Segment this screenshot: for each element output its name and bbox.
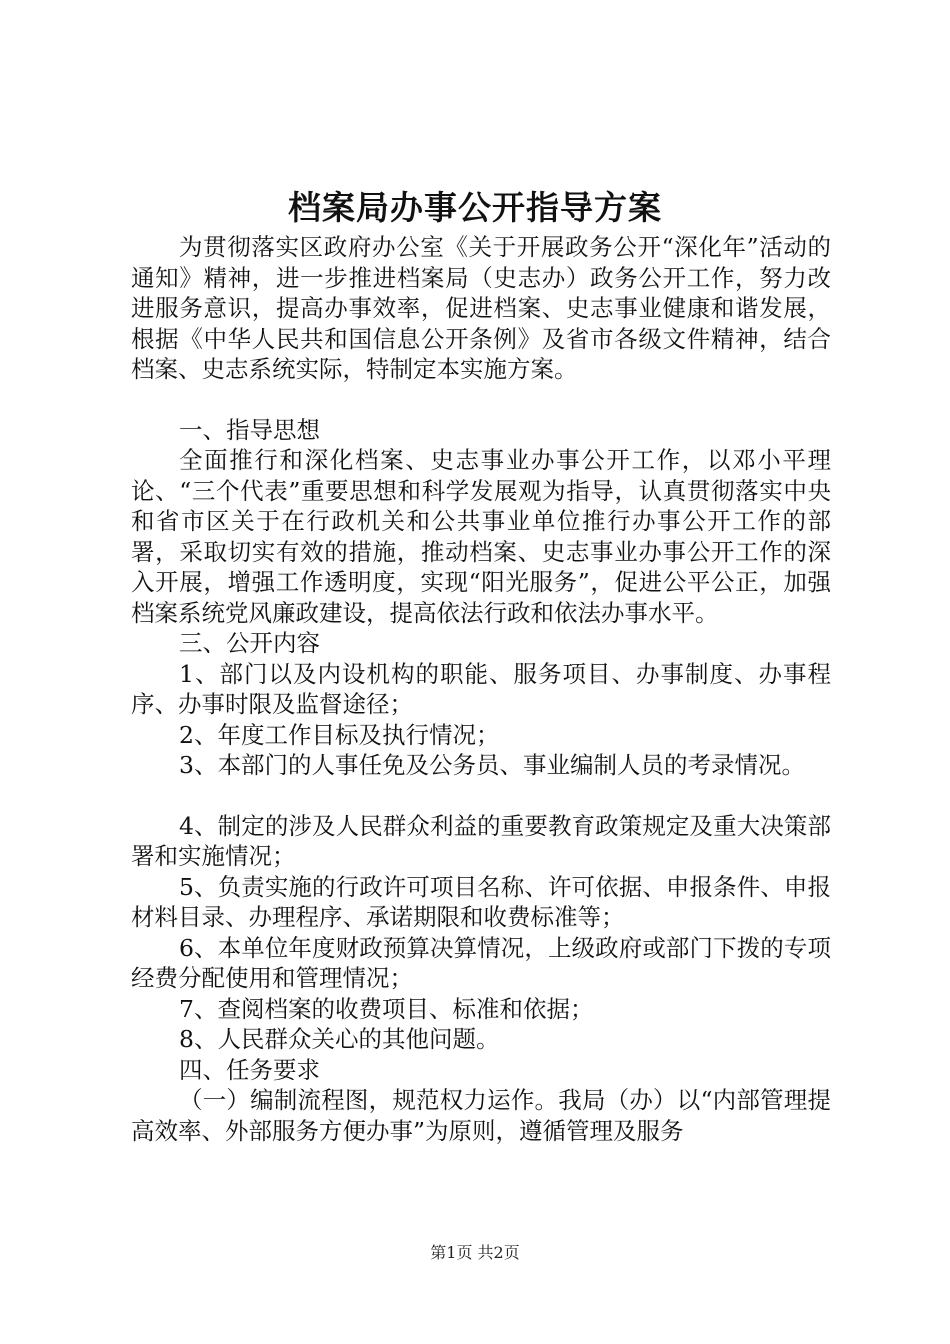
page-number-footer: 第1页 共2页 — [430, 1243, 520, 1262]
heading-public-content: 三、公开内容 — [179, 629, 320, 657]
list-item-4: 4、制定的涉及人民群众利益的重要教育政策规定及重大决策部署和实施情况； — [131, 811, 831, 870]
list-item-6: 6、本单位年度财政预算决算情况，上级政府或部门下拨的专项经费分配使用和管理情况； — [131, 933, 831, 992]
document-body — [131, 232, 831, 1146]
paragraph-task-1: （一）编制流程图，规范权力运作。我局（办）以“内部管理提高效率、外部服务方便办事”为原则，遵循管理及服务 — [131, 1086, 831, 1145]
list-item-2: 2、年度工作目标及执行情况； — [179, 720, 500, 749]
list-item-1: 1、部门以及内设机构的职能、服务项目、办事制度、办事程序、办事时限及监督途径； — [131, 659, 831, 718]
paragraph-guiding-thought: 全面推行和深化档案、史志事业办事公开工作，以邓小平理论、“三个代表”重要思想和科学发展观为指导，认真贯彻落实中央和省市区关于在行政机关和公共事业单位推行办事公开工作的部署，采取切实有效的措施，推动档案、史志事业办事公开工作的深入开展，增强工作透明度，实现“阳光服务”，促进公平公正，加强档案系统党风廉政建设，提高依法行政和依法办事水平。 — [131, 446, 831, 627]
list-item-7: 7、查阅档案的收费项目、标准和依据； — [179, 994, 594, 1023]
list-item-5: 5、负责实施的行政许可项目名称、许可依据、申报条件、申报材料目录、办理程序、承诺期限和收费标准等； — [131, 872, 831, 931]
heading-guiding-thought: 一、指导思想 — [179, 415, 320, 444]
document-title: 档案局办事公开指导方案 — [288, 188, 662, 227]
heading-task-requirements: 四、任务要求 — [179, 1055, 320, 1084]
paragraph-intro: 为贯彻落实区政府办公室《关于开展政务公开“深化年”活动的通知》精神，进一步推进档案局（史志办）政务公开工作，努力改进服务意识，提高办事效率，促进档案、史志事业健康和谐发展，根据《中华人民共和国信息公开条例》及省市各级文件精神，结合档案、史志系统实际，特制定本实施方案。 — [131, 233, 831, 383]
list-item-8: 8、人民群众关心的其他问题。 — [179, 1025, 500, 1053]
list-item-3: 3、本部门的人事任免及公务员、事业编制人员的考录情况。 — [179, 751, 805, 779]
